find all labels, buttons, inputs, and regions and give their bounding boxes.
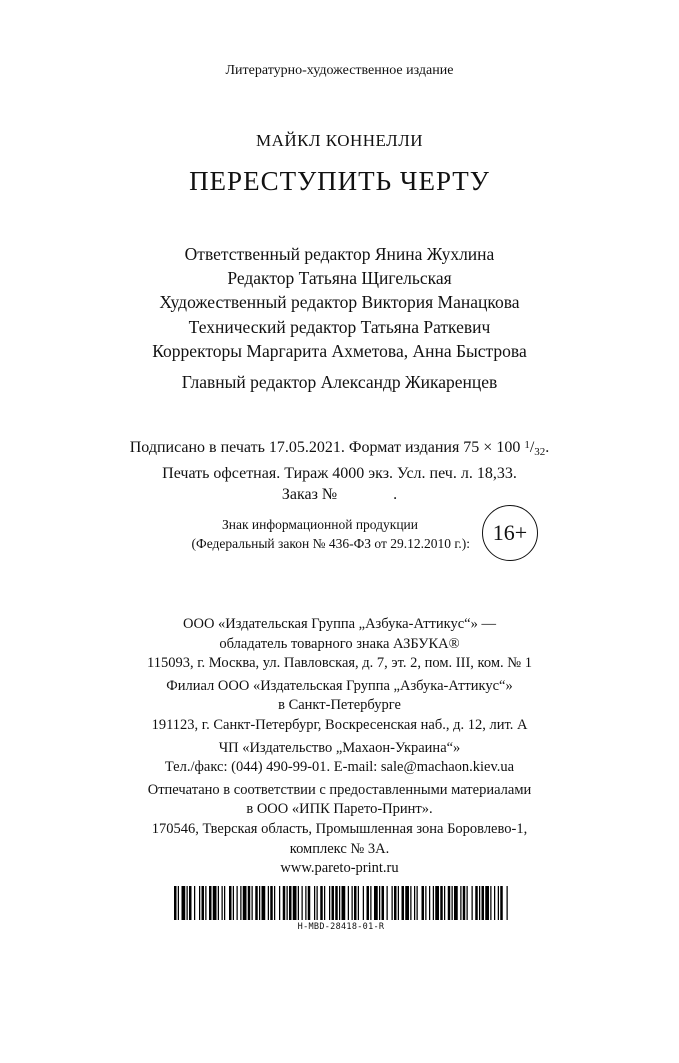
credit-line: Художественный редактор Виктория Манацкова bbox=[159, 292, 520, 313]
book-title: ПЕРЕСТУПИТЬ ЧЕРТУ bbox=[189, 166, 490, 196]
barcode-bar bbox=[398, 886, 399, 920]
barcode-bar bbox=[199, 886, 200, 920]
format-end: . bbox=[545, 439, 550, 456]
publisher-line: 115093, г. Москва, ул. Павловская, д. 7, эт. 2, пом. III, ком. № 1 bbox=[147, 655, 532, 672]
barcode-bar bbox=[268, 886, 269, 920]
publisher-block bbox=[0, 615, 679, 879]
barcode-bar bbox=[314, 886, 315, 920]
barcode-bar bbox=[283, 886, 286, 920]
barcode-bar bbox=[213, 886, 217, 920]
barcode-bar bbox=[289, 886, 292, 920]
barcode-bar bbox=[187, 886, 188, 920]
barcode-bar bbox=[440, 886, 443, 920]
barcode-bar bbox=[467, 886, 468, 920]
barcode-bar bbox=[429, 886, 430, 920]
barcode-bar bbox=[305, 886, 306, 920]
age-label-line-1: Знак информационной продукции bbox=[221, 517, 419, 532]
barcode-bar bbox=[255, 886, 258, 920]
barcode-bar bbox=[237, 886, 238, 920]
barcode-bar bbox=[463, 886, 466, 920]
barcode-bar bbox=[270, 886, 273, 920]
credit-line: Технический редактор Татьяна Раткевич bbox=[188, 316, 491, 337]
barcode-bar bbox=[332, 886, 335, 920]
barcode-bar bbox=[417, 886, 418, 920]
branch-line: 191123, г. Санкт-Петербург, Воскресенская наб., д. 12, лит. А bbox=[151, 716, 528, 733]
barcode-bar bbox=[329, 886, 330, 920]
barcode-bar bbox=[394, 886, 397, 920]
barcode-bar bbox=[279, 886, 280, 920]
barcode-bar bbox=[414, 886, 415, 920]
barcode-bar bbox=[320, 886, 323, 920]
barcode-bar bbox=[229, 886, 232, 920]
barcode-bar bbox=[233, 886, 234, 920]
barcode-bar bbox=[422, 886, 425, 920]
barcode-bar bbox=[287, 886, 288, 920]
barcode-bar bbox=[252, 886, 253, 920]
barcode-bar bbox=[370, 886, 371, 920]
publisher-line: ООО «Издательская Группа „Азбука-Аттикус“» — bbox=[183, 616, 496, 632]
age-rating-label bbox=[130, 515, 470, 553]
barcode-bar bbox=[425, 886, 426, 920]
barcode-bar bbox=[500, 886, 503, 920]
credit-line: Ответственный редактор Янина Жухлина bbox=[184, 244, 495, 264]
barcode-bar bbox=[379, 886, 380, 920]
barcode-bar bbox=[402, 886, 405, 920]
barcode-bar bbox=[262, 886, 266, 920]
barcode-bar bbox=[317, 886, 318, 920]
barcode-bar bbox=[342, 886, 346, 920]
barcode-code: H-MBD-28418-01-R bbox=[297, 922, 385, 932]
barcode-bar bbox=[448, 886, 451, 920]
printer-line: Отпечатано в соответствии с предоставленными материалами bbox=[147, 781, 532, 798]
credits-block bbox=[0, 242, 679, 394]
barcode-bar bbox=[444, 886, 445, 920]
barcode-bar bbox=[498, 886, 499, 920]
barcode-bar bbox=[205, 886, 206, 920]
barcode-bar bbox=[354, 886, 357, 920]
barcode-bar bbox=[475, 886, 478, 920]
barcode-bar bbox=[367, 886, 370, 920]
barcode bbox=[174, 886, 508, 932]
barcode-bar bbox=[243, 886, 247, 920]
print-info-block bbox=[0, 435, 679, 505]
barcode-bar bbox=[435, 886, 439, 920]
barcode-bar bbox=[274, 886, 275, 920]
barcode-bar bbox=[339, 886, 340, 920]
barcode-bar bbox=[182, 886, 186, 920]
barcode-bar bbox=[405, 886, 409, 920]
barcode-bar bbox=[308, 886, 311, 920]
publisher-line: обладатель товарного знака АЗБУКА® bbox=[219, 635, 460, 652]
barcode-bar bbox=[392, 886, 393, 920]
barcode-bar bbox=[178, 886, 179, 920]
print-info-text: Подписано в печать 17.05.2021. Формат издания 75 × 100 bbox=[129, 439, 521, 456]
barcode-bar bbox=[460, 886, 461, 920]
barcode-bar bbox=[485, 886, 489, 920]
barcode-bar bbox=[352, 886, 353, 920]
age-rating-badge bbox=[482, 505, 538, 561]
barcode-bar bbox=[472, 886, 473, 920]
branch-line: Филиал ООО «Издательская Группа „Азбука-Аттикус“» bbox=[166, 677, 513, 694]
barcode-bar bbox=[494, 886, 495, 920]
barcode-bar bbox=[410, 886, 411, 920]
barcode-bar bbox=[482, 886, 485, 920]
print-info-line-2: Печать офсетная. Тираж 4000 экз. Усл. печ. л. 18,33. bbox=[162, 465, 517, 482]
printer-line: комплекс № 3А. bbox=[289, 840, 390, 857]
barcode-bar bbox=[490, 886, 491, 920]
barcode-bar bbox=[224, 886, 225, 920]
barcode-bar bbox=[298, 886, 299, 920]
barcode-bar bbox=[209, 886, 212, 920]
barcode-bar bbox=[194, 886, 195, 920]
barcode-bars bbox=[174, 886, 508, 920]
format-slash: / bbox=[529, 439, 535, 456]
barcode-bar bbox=[358, 886, 359, 920]
print-info-line-1 bbox=[0, 435, 679, 463]
barcode-bar bbox=[189, 886, 192, 920]
edition-type: Литературно-художественное издание bbox=[225, 63, 454, 78]
barcode-bar bbox=[348, 886, 349, 920]
printer-line: в ООО «ИПК Парето-Принт». bbox=[246, 801, 433, 818]
barcode-bar bbox=[259, 886, 260, 920]
barcode-bar bbox=[248, 886, 251, 920]
barcode-bar bbox=[293, 886, 297, 920]
barcode-bar bbox=[363, 886, 364, 920]
ukraine-line: ЧП «Издательство „Махаон-Украина“» bbox=[218, 739, 461, 756]
barcode-bar bbox=[454, 886, 458, 920]
branch-line: в Санкт-Петербурге bbox=[278, 697, 401, 714]
credit-line: Редактор Татьяна Щигельская bbox=[227, 268, 452, 289]
barcode-bar bbox=[202, 886, 205, 920]
barcode-bar bbox=[433, 886, 434, 920]
printer-website: www.pareto-print.ru bbox=[280, 860, 399, 877]
barcode-bar bbox=[382, 886, 385, 920]
chief-editor: Главный редактор Александр Жикаренцев bbox=[181, 372, 498, 393]
age-label-line-2: (Федеральный закон № 436-ФЗ от 29.12.2010 г.): bbox=[191, 536, 470, 551]
barcode-bar bbox=[387, 886, 388, 920]
barcode-bar bbox=[335, 886, 338, 920]
barcode-bar bbox=[240, 886, 241, 920]
barcode-bar bbox=[222, 886, 223, 920]
barcode-bar bbox=[302, 886, 303, 920]
print-info-line-3: Заказ № . bbox=[281, 486, 398, 503]
age-rating-value: 16+ bbox=[492, 520, 528, 545]
barcode-bar bbox=[479, 886, 480, 920]
format-denominator: 32 bbox=[534, 446, 546, 458]
author-name: МАЙКЛ КОННЕЛЛИ bbox=[255, 131, 424, 150]
barcode-bar bbox=[452, 886, 453, 920]
printer-line: 170546, Тверская область, Промышленная зона Боровлево-1, bbox=[151, 820, 528, 837]
barcode-bar bbox=[218, 886, 219, 920]
format-numerator: 1 bbox=[524, 439, 530, 451]
ukraine-line: Тел./факс: (044) 490-99-01. E-mail: sale@machaon.kiev.ua bbox=[164, 759, 515, 776]
barcode-bar bbox=[507, 886, 508, 920]
barcode-bar bbox=[174, 886, 177, 920]
barcode-bar bbox=[374, 886, 378, 920]
barcode-bar bbox=[324, 886, 325, 920]
credit-line: Корректоры Маргарита Ахметова, Анна Быстрова bbox=[152, 340, 527, 361]
